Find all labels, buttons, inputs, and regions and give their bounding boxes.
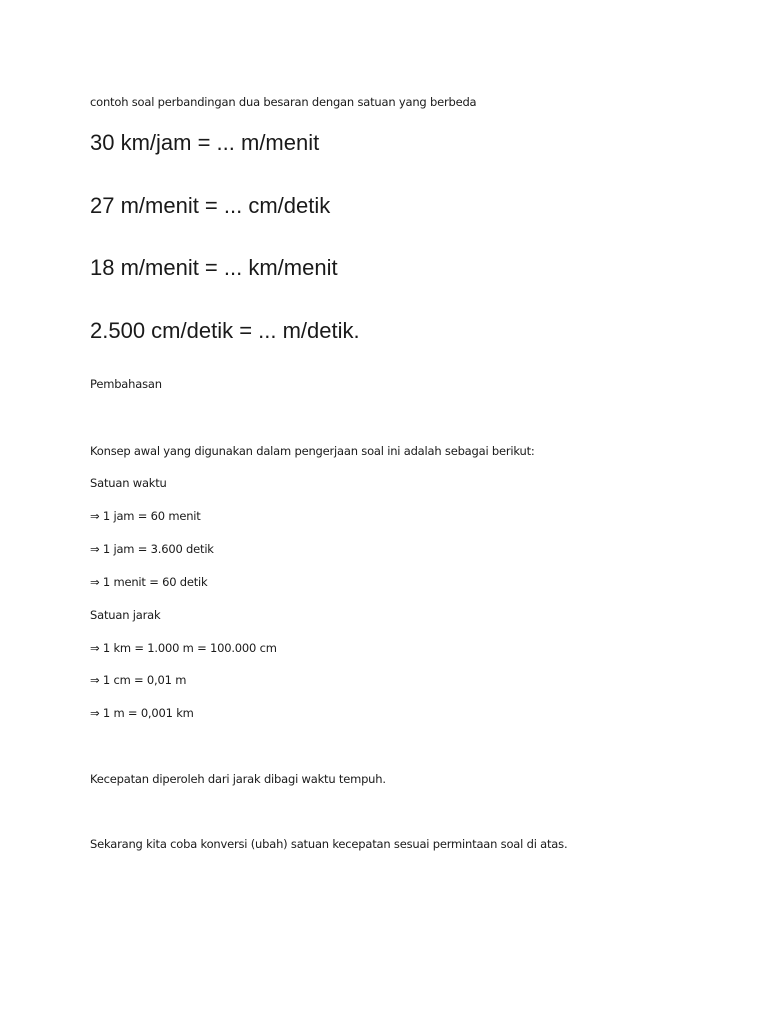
time-unit-item: ⇒ 1 menit = 60 detik [90, 575, 208, 589]
concept-intro: Konsep awal yang digunakan dalam pengerjaan soal ini adalah sebagai berikut: [90, 444, 535, 458]
closing-text: Sekarang kita coba konversi (ubah) satuan kecepatan sesuai permintaan soal di atas. [90, 837, 568, 851]
speed-note: Kecepatan diperoleh dari jarak dibagi waktu tempuh. [90, 772, 386, 786]
problem-3: 18 m/menit = ... km/menit [90, 255, 338, 280]
discussion-heading: Pembahasan [90, 377, 162, 391]
problem-4: 2.500 cm/detik = ... m/detik. [90, 318, 360, 343]
distance-unit-item: ⇒ 1 km = 1.000 m = 100.000 cm [90, 641, 277, 655]
problem-2: 27 m/menit = ... cm/detik [90, 193, 331, 218]
problem-1: 30 km/jam = ... m/menit [90, 130, 320, 155]
time-unit-item: ⇒ 1 jam = 60 menit [90, 509, 201, 523]
time-units-title: Satuan waktu [90, 476, 167, 490]
time-unit-item: ⇒ 1 jam = 3.600 detik [90, 542, 214, 556]
intro-text: contoh soal perbandingan dua besaran dengan satuan yang berbeda [90, 95, 477, 109]
distance-unit-item: ⇒ 1 cm = 0,01 m [90, 673, 187, 687]
distance-units-title: Satuan jarak [90, 608, 161, 622]
distance-unit-item: ⇒ 1 m = 0,001 km [90, 706, 194, 720]
